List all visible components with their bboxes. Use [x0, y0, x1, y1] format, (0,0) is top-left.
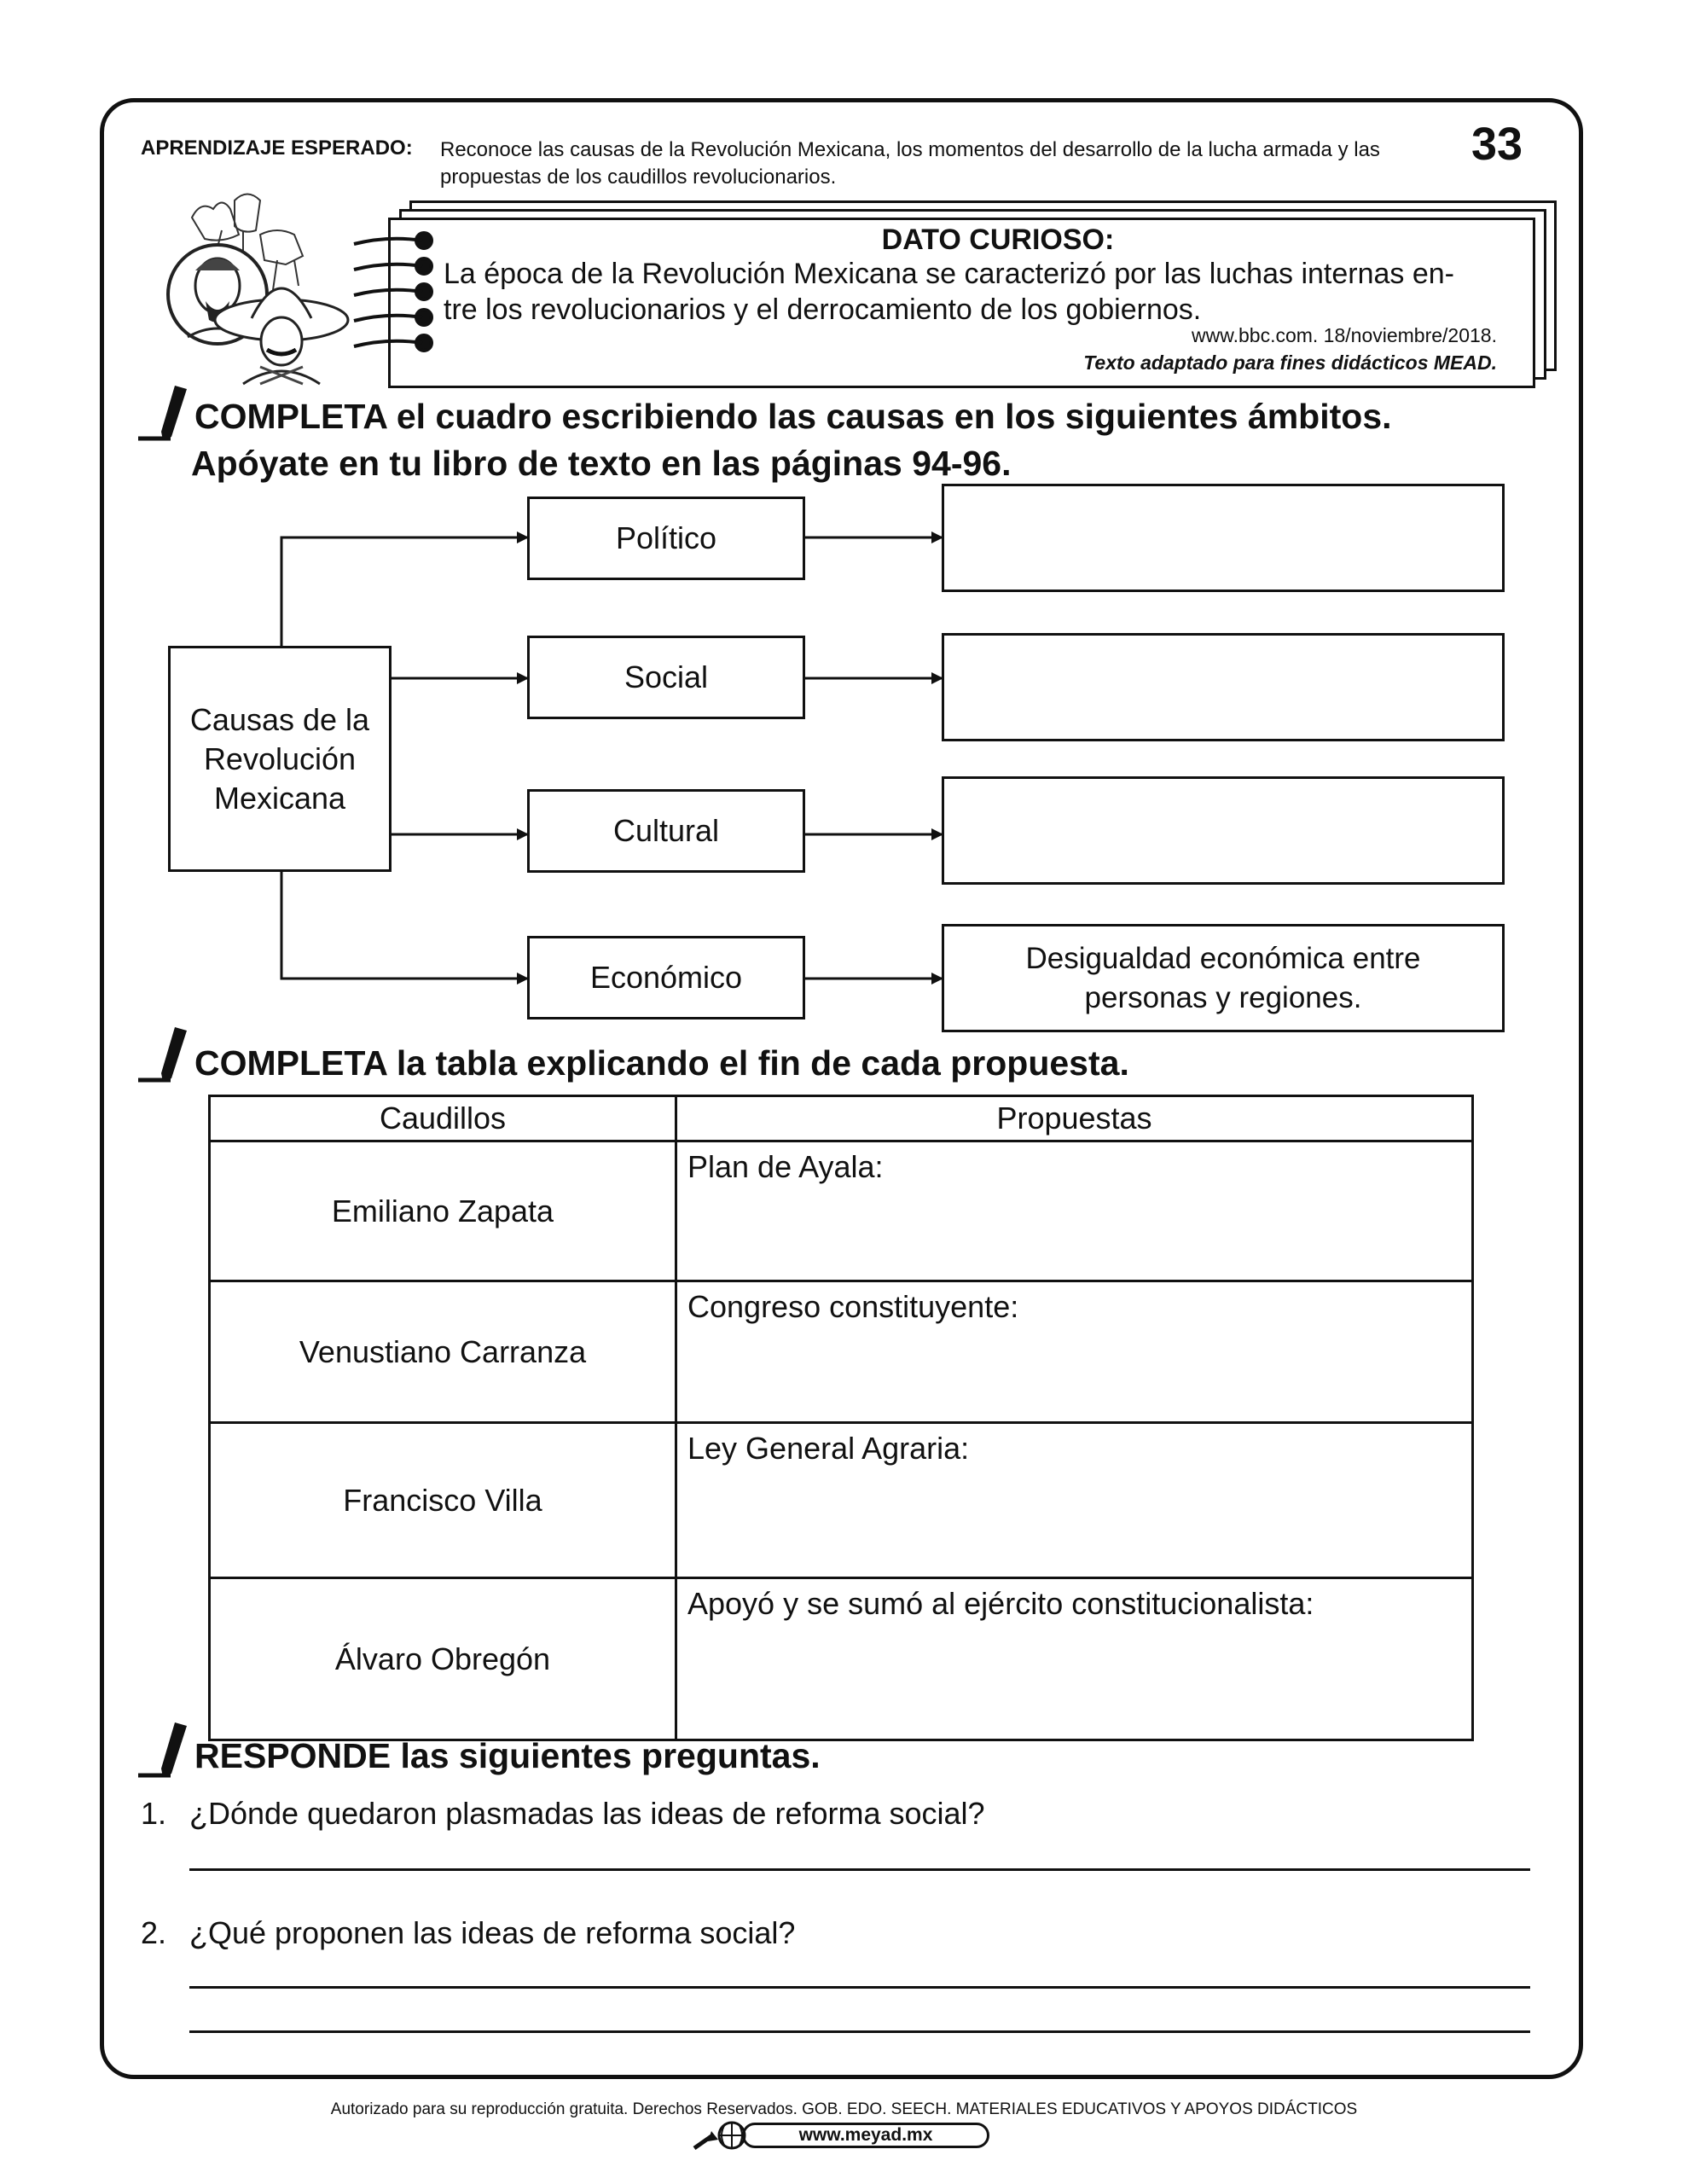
column-header-propuestas: Propuestas [676, 1096, 1473, 1141]
column-header-caudillos: Caudillos [210, 1096, 676, 1141]
diagram-root-line3: Mexicana [213, 780, 346, 816]
section3-keyword: RESPONDE [194, 1736, 392, 1775]
fun-fact-line1: La época de la Revolución Mexicana se caracterizó por las luchas internas en- [444, 258, 1454, 290]
table-row [210, 1423, 1473, 1578]
fun-fact-line2: tre los revolucionarios y el derrocamiento de los gobiernos. [444, 293, 1202, 326]
globe-arrow-icon [693, 2119, 747, 2152]
category-box-politico [527, 497, 805, 580]
category-label: Cultural [612, 813, 720, 848]
answer-line[interactable] [189, 2030, 1530, 2033]
learning-goal-text-line2: propuestas de los caudillos revolucionarios. [440, 166, 837, 189]
page-number: 33 [1471, 119, 1523, 170]
fun-fact-adapted-note: Texto adaptado para fines didácticos MEAD. [1083, 351, 1497, 374]
category-box-cultural [527, 789, 805, 873]
section1-text: el cuadro escribiendo las causas en los siguientes ámbitos. [386, 397, 1392, 436]
category-label: Económico [589, 960, 743, 995]
leader-cell: Venustiano Carranza [210, 1281, 676, 1423]
proposal-cell[interactable]: Plan de Ayala: [676, 1141, 1473, 1281]
leader-cell: Francisco Villa [210, 1423, 676, 1578]
category-box-social [527, 636, 805, 719]
question-text: ¿Dónde quedaron plasmadas las ideas de reforma social? [189, 1796, 985, 1831]
answer-line[interactable] [189, 1986, 1530, 1989]
table-row [210, 1578, 1473, 1740]
leader-cell: Emiliano Zapata [210, 1141, 676, 1281]
section2-instruction [194, 1043, 1129, 1083]
table-row [210, 1141, 1473, 1281]
proposal-cell[interactable]: Apoyó y se sumó al ejército constitucionalista: [676, 1578, 1473, 1740]
question-text: ¿Qué proponen las ideas de reforma social? [189, 1915, 796, 1950]
section2-keyword: COMPLETA [194, 1043, 387, 1083]
question-number: 1. [141, 1796, 167, 1831]
table-row [210, 1281, 1473, 1423]
section2-text: la tabla explicando el fin de cada propuesta. [386, 1043, 1129, 1083]
category-label: Social [624, 659, 709, 694]
proposal-cell[interactable]: Ley General Agraria: [676, 1423, 1473, 1578]
answer-box-social[interactable] [942, 633, 1505, 741]
proposal-cell[interactable]: Congreso constituyente: [676, 1281, 1473, 1423]
category-box-economico [527, 936, 805, 1019]
section1-instruction-line2: Apóyate en tu libro de texto en las páginas 94-96. [191, 444, 1012, 483]
answer-line[interactable] [189, 1868, 1530, 1871]
diagram-root-box [168, 646, 392, 872]
table-header-row [210, 1096, 1473, 1141]
diagram-root-line1: Causas de la [189, 701, 370, 737]
answer-line1: Desigualdad económica entre [1025, 941, 1421, 975]
diagram-root-line2: Revolución [203, 741, 357, 776]
learning-goal-text-line1: Reconoce las causas de la Revolución Mexicana, los momentos del desarrollo de la lucha armada y las [440, 138, 1380, 161]
section3-instruction [194, 1736, 821, 1776]
learning-goal-label: APRENDIZAJE ESPERADO: [141, 136, 413, 160]
answer-box-politico[interactable] [942, 484, 1505, 592]
footer-website-link[interactable]: www.meyad.mx [742, 2123, 989, 2148]
fun-fact-source: www.bbc.com. 18/noviembre/2018. [1192, 324, 1497, 346]
category-label: Político [615, 520, 717, 555]
section1-keyword: COMPLETA [194, 397, 387, 436]
fun-fact-title: DATO CURIOSO: [881, 224, 1115, 256]
section3-text: las siguientes preguntas. [391, 1736, 821, 1775]
answer-box-economico[interactable] [942, 924, 1505, 1032]
leader-cell: Álvaro Obregón [210, 1578, 676, 1740]
footer-copyright: Autorizado para su reproducción gratuita. Derechos Reservados. GOB. EDO. SEECH. MATERIALES EDUCATIVOS Y APOYOS DIDÁCTICOS [330, 2100, 1358, 2118]
pencil-icon [136, 1719, 192, 1779]
answer-line2: personas y regiones. [1084, 980, 1362, 1014]
question-number: 2. [141, 1915, 167, 1950]
proposals-table [208, 1095, 1474, 1741]
answer-box-cultural[interactable] [942, 776, 1505, 885]
